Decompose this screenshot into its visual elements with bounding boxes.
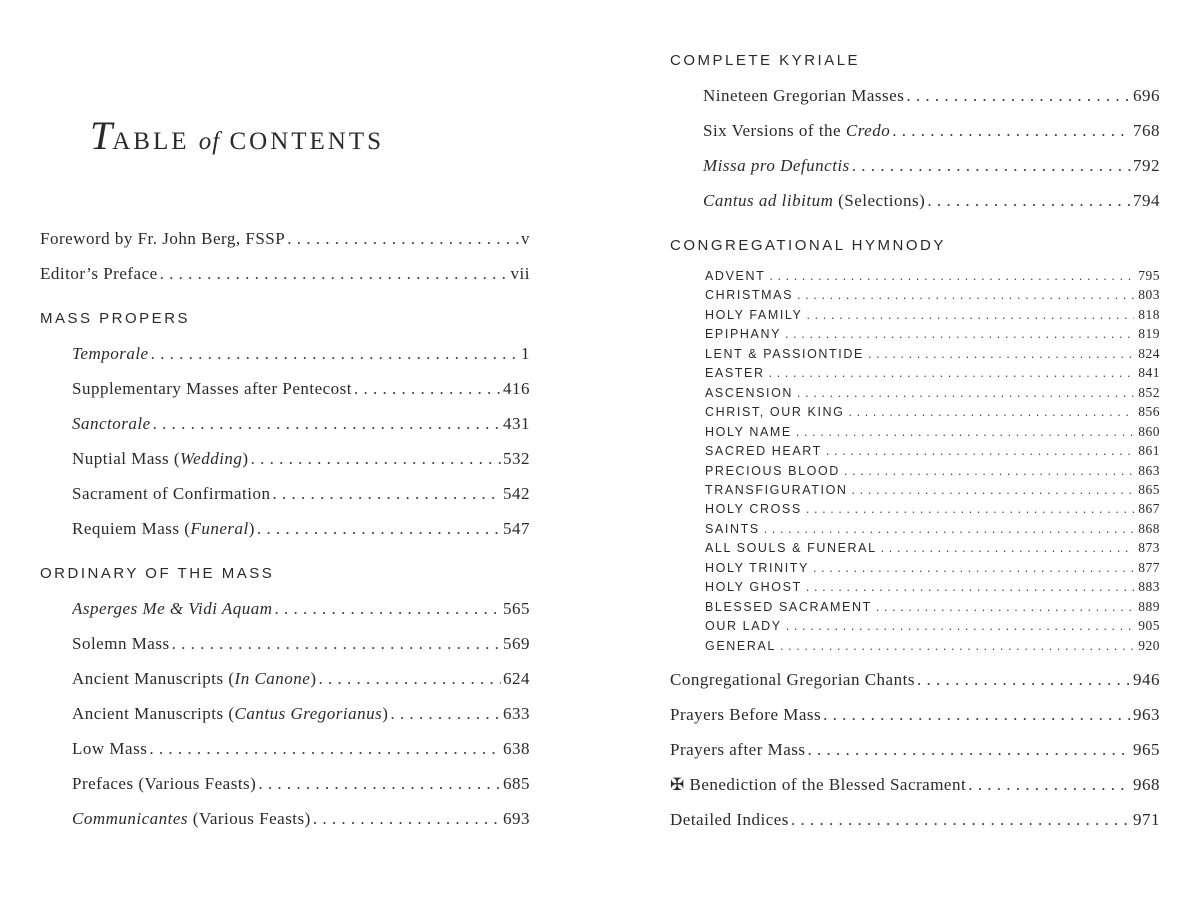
hymnody-entry-page: 795 [1138, 268, 1160, 283]
dot-leader [806, 502, 1134, 516]
hymnody-entry-label: TRANSFIGURATION [705, 482, 848, 497]
hymnody-entry-label: GENERAL [705, 638, 776, 653]
toc-entry[interactable]: Low Mass . . . 638 [72, 739, 530, 759]
toc-entry[interactable]: Congregational Gregorian Chants . . . 946 [670, 670, 1160, 690]
dot-leader [764, 522, 1135, 536]
hymnody-entry[interactable] [705, 268, 1160, 284]
hymnody-entry[interactable] [705, 579, 1160, 595]
toc-entry[interactable]: Temporale . . . 1 [72, 344, 530, 364]
hymnody-entry-page: 856 [1138, 404, 1160, 420]
hymnody-entry-label: BLESSED SACRAMENT [705, 599, 872, 614]
toc-entry[interactable]: Solemn Mass . . . 569 [72, 634, 530, 654]
dot-leader [780, 639, 1134, 653]
dot-leader [876, 600, 1134, 614]
hymnody-entry-page: 863 [1138, 462, 1160, 478]
hymnody-entry-label: OUR LADY [705, 619, 782, 634]
section-heading-kyriale: COMPLETE KYRIALE [670, 52, 861, 69]
hymnody-entry[interactable] [705, 307, 1160, 323]
section-heading-ordinary: ORDINARY OF THE MASS [40, 565, 275, 582]
hymnody-entry-label: SAINTS [705, 521, 760, 536]
hymnody-entry[interactable] [705, 540, 1160, 556]
toc-entry[interactable]: Cantus ad libitum (Selections) . . . 794 [703, 191, 1160, 211]
dot-leader [844, 464, 1134, 478]
toc-entry[interactable]: Ancient Manuscripts (Cantus Gregorianus) . . . 633 [72, 704, 530, 724]
toc-entry[interactable]: Sanctorale . . . 431 [72, 414, 530, 434]
hymnody-entry[interactable] [705, 463, 1160, 479]
hymnody-entry-page: 905 [1138, 618, 1160, 634]
hymnody-entry-page: 883 [1138, 579, 1160, 595]
hymnody-entry[interactable] [705, 618, 1160, 634]
toc-entry[interactable]: Supplementary Masses after Pentecost . . . 416 [72, 379, 530, 399]
hymnody-entry-page: 868 [1138, 520, 1160, 536]
hymnody-entry-label: EPIPHANY [705, 327, 782, 342]
hymnody-entry[interactable] [705, 385, 1160, 401]
hymnody-entry[interactable] [705, 346, 1160, 362]
page-title: TABLE of CONTENTS [90, 113, 385, 158]
dot-leader [769, 366, 1135, 380]
dot-leader [806, 580, 1134, 594]
hymnody-entry[interactable] [705, 599, 1160, 615]
hymnody-entry[interactable] [705, 424, 1160, 440]
section-heading-mass-propers: MASS PROPERS [40, 310, 191, 327]
dot-leader [797, 288, 1134, 302]
dot-leader [852, 483, 1135, 497]
toc-entry[interactable]: Requiem Mass (Funeral) . . . 547 [72, 519, 530, 539]
hymnody-entry-page: 867 [1138, 501, 1160, 517]
hymnody-entry-label: ASCENSION [705, 385, 794, 400]
section-heading-hymnody: CONGREGATIONAL HYMNODY [670, 237, 946, 254]
dot-leader [807, 308, 1135, 322]
hymnody-entry[interactable] [705, 638, 1160, 654]
hymnody-entry-label: CHRISTMAS [705, 288, 794, 303]
hymnody-entry-label: LENT & PASSIONTIDE [705, 346, 864, 361]
hymnody-entry-page: 873 [1138, 540, 1160, 556]
hymnody-entry-page: 841 [1138, 365, 1160, 381]
toc-entry[interactable]: Communicantes (Various Feasts) . . . 693 [72, 809, 530, 829]
hymnody-entry-label: HOLY NAME [705, 424, 792, 439]
hymnody-entry[interactable] [705, 501, 1160, 517]
toc-entry[interactable]: Prayers Before Mass . . . 963 [670, 705, 1160, 725]
hymnody-entry-page: 889 [1138, 598, 1160, 614]
toc-entry[interactable]: Prefaces (Various Feasts) . . . 685 [72, 774, 530, 794]
hymnody-entry-label: HOLY GHOST [705, 580, 802, 595]
hymnody-entry-page: 860 [1138, 423, 1160, 439]
toc-entry[interactable]: Nuptial Mass (Wedding) . . . 532 [72, 449, 530, 469]
dot-leader [797, 386, 1134, 400]
toc-entry[interactable]: Prayers after Mass . . . 965 [670, 740, 1160, 760]
dot-leader [813, 561, 1134, 575]
hymnody-entry-label: HOLY FAMILY [705, 307, 803, 322]
hymnody-entry[interactable] [705, 521, 1160, 537]
hymnody-entry[interactable] [705, 404, 1160, 420]
toc-entry[interactable]: Six Versions of the Credo . . . 768 [703, 121, 1160, 141]
hymnody-entry[interactable] [705, 560, 1160, 576]
hymnody-entry-page: 852 [1138, 384, 1160, 400]
toc-entry[interactable]: Ancient Manuscripts (In Canone) . . . 624 [72, 669, 530, 689]
hymnody-entry-label: PRECIOUS BLOOD [705, 463, 840, 478]
hymnody-entry-page: 819 [1138, 326, 1160, 342]
hymnody-entry[interactable] [705, 443, 1160, 459]
hymnody-entry-label: HOLY CROSS [705, 502, 802, 517]
toc-entry[interactable]: Nineteen Gregorian Masses . . . 696 [703, 86, 1160, 106]
hymnody-entry-label: ALL SOULS & FUNERAL [705, 541, 877, 556]
toc-entry[interactable]: Sacrament of Confirmation . . . 542 [72, 484, 530, 504]
dot-leader [769, 269, 1134, 283]
hymnody-entry-label: CHRIST, OUR KING [705, 405, 845, 420]
hymnody-entry-label: SACRED HEART [705, 444, 822, 459]
toc-entry-foreword[interactable]: Foreword by Fr. John Berg, FSSP . . . v [40, 229, 530, 249]
toc-entry[interactable]: Missa pro Defunctis . . . 792 [703, 156, 1160, 176]
toc-entry[interactable]: Asperges Me & Vidi Aquam . . . 565 [72, 599, 530, 619]
hymnody-entry-label: HOLY TRINITY [705, 560, 809, 575]
dot-leader [785, 327, 1134, 341]
hymnody-entry-page: 877 [1138, 559, 1160, 575]
toc-entry[interactable]: Detailed Indices . . . 971 [670, 810, 1160, 830]
dot-leader [786, 619, 1135, 633]
hymnody-entry-label: EASTER [705, 366, 765, 381]
dot-leader [849, 405, 1135, 419]
toc-entry-editors-preface[interactable]: Editor’s Preface . . . vii [40, 264, 530, 284]
hymnody-entry[interactable] [705, 326, 1160, 342]
dot-leader [826, 444, 1134, 458]
dot-leader [881, 541, 1135, 555]
hymnody-entry[interactable] [705, 365, 1160, 381]
hymnody-entry[interactable] [705, 287, 1160, 303]
hymnody-entry-page: 865 [1138, 481, 1160, 497]
hymnody-entry-page: 920 [1138, 637, 1160, 653]
hymnody-entry-page: 803 [1138, 287, 1160, 303]
hymnody-entry-label: ADVENT [705, 269, 766, 283]
hymnody-entry[interactable] [705, 482, 1160, 498]
hymnody-entry-page: 861 [1138, 443, 1160, 459]
dot-leader [796, 425, 1134, 439]
dot-leader [868, 347, 1134, 361]
hymnody-entry-page: 818 [1138, 306, 1160, 322]
hymnody-entry-page: 824 [1138, 345, 1160, 361]
toc-entry[interactable]: ✠ Benediction of the Blessed Sacrament . . . 968 [670, 775, 1160, 795]
